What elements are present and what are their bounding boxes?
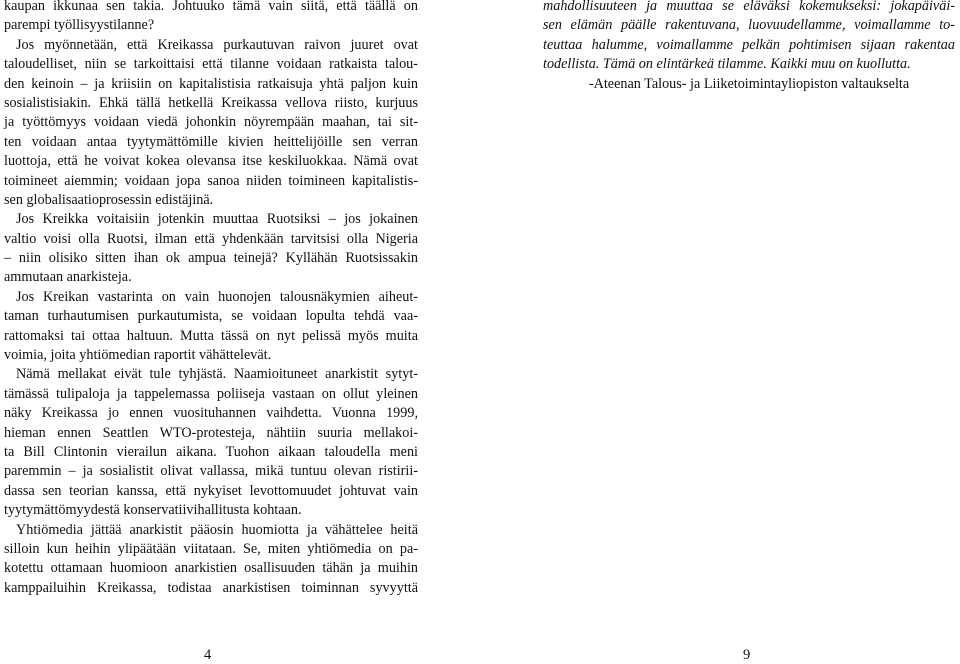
left-text-line: parempi työllisyystilanne?: [4, 17, 155, 34]
left-text-line: – niin olisiko sitten ihan ok ampua teinejä? Kyllähän Ruotsissakin: [4, 250, 418, 267]
left-text-line: ta Bill Clintonin vierailun aikana. Tuohon aikaan taloudella meni: [4, 443, 418, 460]
left-text-line: sen globalisaatioprosessin edistäjinä.: [4, 191, 214, 208]
left-text-line: Nämä mellakat eivät tule tyhjästä. Naamioituneet anarkistit sytyt-: [16, 366, 418, 383]
left-text-line: luottoja, että he voivat kokea olevansa itse keskiluokkaa. Nämä ovat: [4, 153, 418, 170]
page-number-right: 9: [743, 647, 751, 663]
left-text-line: dassa sen teorian kanssa, että nykyiset levottomuudet johtuvat vain: [4, 482, 418, 499]
left-text-line: taloudelliset, niin se tarkoittaisi että tilanne voidaan ratkaista talou-: [4, 56, 418, 73]
right-page-text: [543, 0, 955, 94]
right-text-line: todellista. Tämä on elintärkeä tilamme. Kaikki muu on kuollutta.: [543, 56, 911, 73]
left-text-line: ja työttömyys voidaan viedä johonkin nöyrempään maahan, tai sit-: [4, 114, 418, 131]
left-text-line: Jos myönnetään, että Kreikassa purkautuvan raivon juuret ovat: [16, 36, 418, 53]
right-text-line: mahdollisuuteen ja muuttaa se eläväksi kokemukseksi: jokapäiväi-: [543, 0, 955, 14]
left-text-line: näky Kreikassa jo ennen vuosituhannen vaihdetta. Vuonna 1999,: [4, 405, 418, 422]
left-text-line: tyytymättömyydestä konservatiivihallitusta kohtaan.: [4, 502, 302, 519]
left-text-line: kamppailuihin Kreikassa, todistaa anarkistisen toiminnan syvyyttä: [4, 579, 418, 596]
left-page-text: [4, 0, 418, 598]
left-text-line: tämässä tulipaloja ja tappelemassa poliiseja vastaan on ollut yleinen: [4, 385, 418, 402]
left-text-line: kaupan ikkunaa sen takia. Johtuuko tämä vain siitä, että täällä on: [4, 0, 418, 14]
left-text-line: sosialistisiakin. Ehkä tällä hetkellä Kreikassa vellova riisto, kurjuus: [4, 94, 418, 111]
left-text-line: voimia, joita yhtiömedian raportit vähättelevät.: [4, 347, 272, 364]
left-text-line: paremmin – ja sosialistit olivat vallassa, mikä tuntuu olevan ristirii-: [4, 463, 418, 480]
left-text-line: ammutaan anarkisteja.: [4, 269, 132, 286]
left-text-line: Jos Kreikka voitaisiin jotenkin muuttaa Ruotsiksi – jos jokainen: [16, 211, 418, 228]
left-text-line: silloin kun heihin ylipäätään viitataan. Se, miten yhtiömedia on pa-: [4, 540, 418, 557]
left-text-line: hieman ennen Seattlen WTO-protesteja, nähtiin suuria mellakoi-: [4, 424, 418, 441]
left-text-line: kotettu ottamaan huomioon anarkistien osallisuuden tähän ja muihin: [4, 560, 418, 577]
left-text-line: Yhtiömedia jättää anarkistit pääosin huomiotta ja vähättelee heitä: [16, 521, 418, 538]
right-text-line: sen elämän päälle rakentuvana, luovuudellamme, voimallamme to-: [543, 17, 955, 34]
left-text-line: ten voidaan antaa tyytymättömille kivien heittelijöille sen verran: [4, 133, 418, 150]
left-text-line: toimineet aiemmin; voidaan jopa sanoa niiden toimineen kapitalistis-: [4, 172, 418, 189]
left-text-line: taman turhautumisen purkautumista, se voidaan lopulta tehdä vaa-: [4, 308, 418, 325]
right-text-line: -Ateenan Talous- ja Liiketoimintayliopiston valtaukselta: [588, 75, 910, 92]
left-text-line: rattomaksi tai ottaa haltuun. Mutta tässä on nyt pelissä myös muita: [4, 327, 418, 344]
left-text-line: Jos Kreikan vastarinta on vain huonojen talousnäkymien aiheut-: [16, 288, 418, 305]
right-text-line: teuttaa halumme, voimallamme pelkän pohtimisen sijaan rakentaa: [543, 36, 955, 53]
left-text-line: valtio voisi olla Ruotsi, ilman että yhdenkään tarvitsisi olla Nigeria: [4, 230, 418, 247]
left-text-line: den keinoin – ja kriisiin on kapitalistisia ratkaisuja yhtä paljon kuin: [4, 75, 418, 92]
page-number-left: 4: [204, 647, 212, 663]
